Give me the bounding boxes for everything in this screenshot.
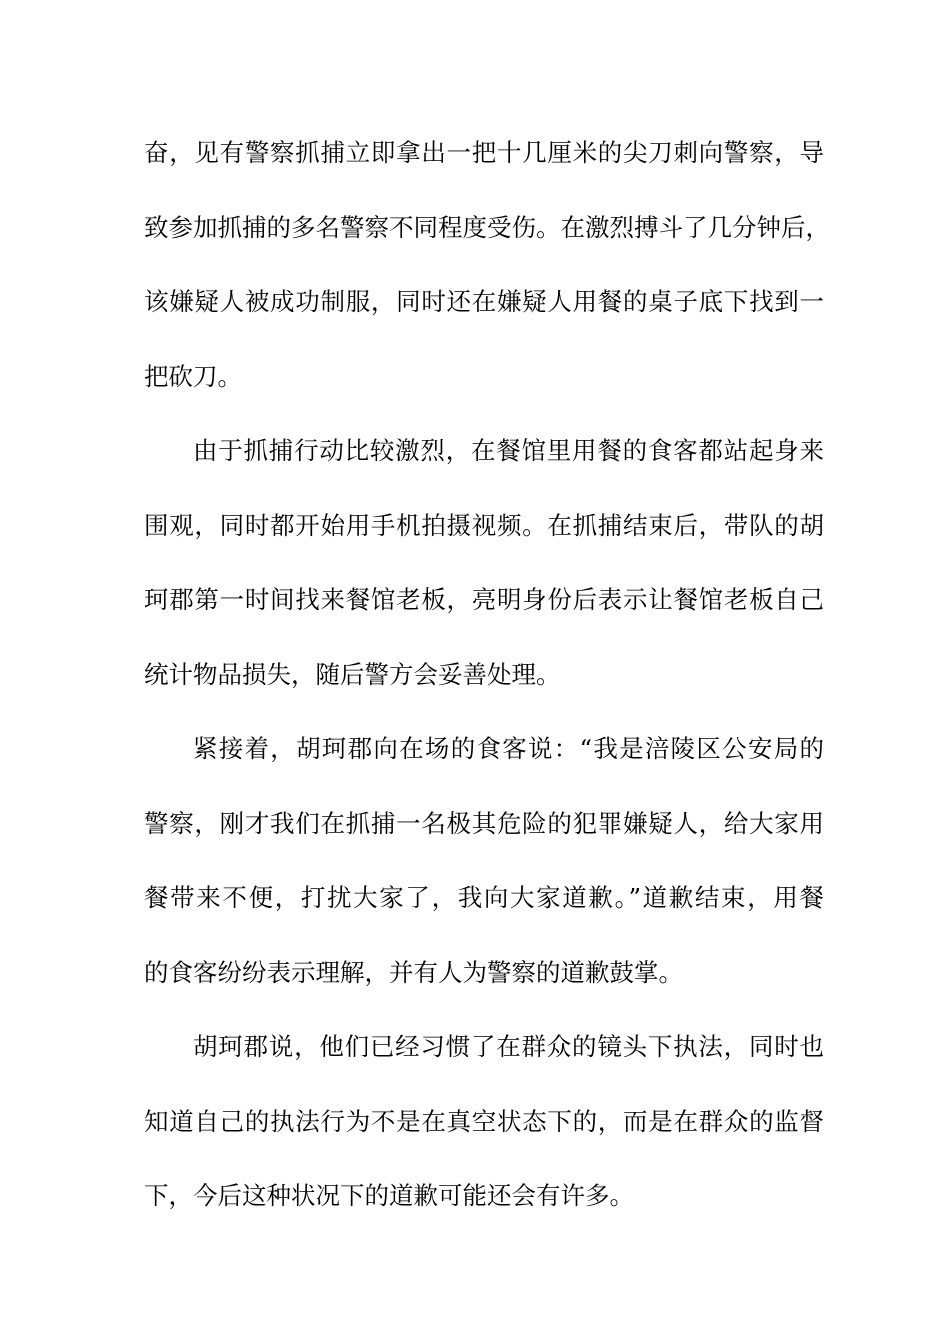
text-line: 的食客纷纷表示理解，并有人为警察的道歉鼓掌。 xyxy=(144,957,683,987)
text-line: 紧接着，胡珂郡向在场的食客说：“我是涪陵区公安局的 xyxy=(193,734,824,763)
paragraph xyxy=(144,424,824,722)
text-line: 奋，见有警察抓捕立即拿出一把十几厘米的尖刀刺向警察，导 xyxy=(144,138,824,167)
text-line: 下，今后这种状况下的道歉可能还会有许多。 xyxy=(144,1181,634,1210)
text-line: 统计物品损失，随后警方会妥善处理。 xyxy=(144,659,561,689)
text-line: 致参加抓捕的多名警察不同程度受伤。在激烈搏斗了几分钟后， xyxy=(144,212,830,242)
text-line: 知道自己的执法行为不是在真空状态下的，而是在群众的监督 xyxy=(144,1106,824,1136)
text-line: 珂郡第一时间找来餐馆老板，亮明身份后表示让餐馆老板自己 xyxy=(144,585,824,614)
text-line: 餐带来不便，打扰大家了，我向大家道歉。”道歉结束，用餐 xyxy=(144,883,824,912)
text-line: 围观，同时都开始用手机拍摄视频。在抓捕结束后，带队的胡 xyxy=(144,510,824,540)
text-line: 由于抓捕行动比较激烈，在餐馆里用餐的食客都站起身来 xyxy=(193,436,824,465)
paragraph xyxy=(144,126,830,424)
text-line: 把砍刀。 xyxy=(144,361,242,391)
body-text xyxy=(144,126,830,1244)
text-line: 该嫌疑人被成功制服，同时还在嫌疑人用餐的桌子底下找到一 xyxy=(144,287,824,316)
paragraph xyxy=(144,1020,824,1244)
text-line: 胡珂郡说，他们已经习惯了在群众的镜头下执法，同时也 xyxy=(193,1032,824,1061)
text-line: 警察，刚才我们在抓捕一名极其危险的犯罪嫌疑人，给大家用 xyxy=(144,808,824,838)
paragraph xyxy=(144,722,824,1020)
